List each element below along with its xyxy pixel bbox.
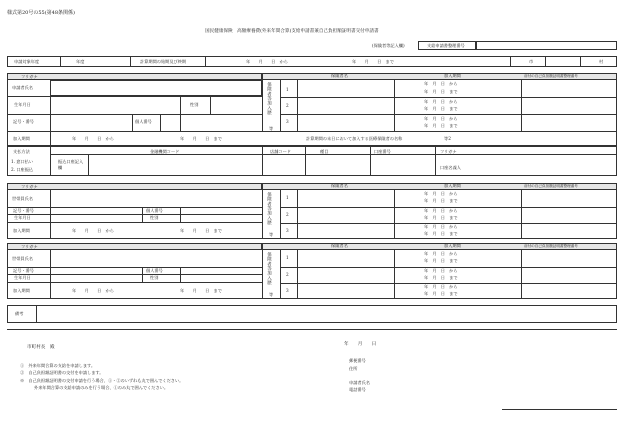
city-label: 市 <box>529 59 534 64</box>
addressee: 市町村長 殿 <box>27 345 55 350</box>
furigana-row <box>7 73 262 80</box>
etc-label: 等 <box>269 126 274 131</box>
row-2: 2 <box>286 103 289 108</box>
member1-birth-label: 生年月日 <box>14 215 31 220</box>
member2-enroll-header: 加入期間 <box>444 243 461 248</box>
member2-enroll-label: 加入期間 <box>13 288 30 293</box>
row3-from: 年 月 日 から <box>424 116 458 121</box>
member1-r1-from: 年 月 日 から <box>424 191 458 196</box>
insurer-entry-label: (保険者等記入欄) <box>372 43 405 48</box>
member2-history-label: 保険者等加入歴 <box>266 252 272 285</box>
member2-r3-to: 年 月 日 まで <box>424 291 458 296</box>
member2-insurer-name-header: 保険者名 <box>331 243 348 248</box>
member1-r3-to: 年 月 日 まで <box>424 231 458 236</box>
member2-furigana-label: フリガナ <box>21 244 38 249</box>
member1-symbol-label: 記号・番号 <box>13 208 34 213</box>
account-number-label: 口座番号 <box>374 149 391 154</box>
last-insurer-label: 計算期間の末日において加入する医療保険者の名称 <box>306 136 403 141</box>
row1-from: 年 月 日 から <box>424 81 458 86</box>
member1-furigana-row <box>7 183 262 190</box>
member2-furigana-row <box>7 243 262 250</box>
phone-label: 電話番号 <box>349 387 366 392</box>
member1-r1-to: 年 月 日 まで <box>424 198 458 203</box>
member1-r2-to: 年 月 日 まで <box>424 215 458 220</box>
account-type-label: 種目 <box>320 149 329 154</box>
member2-individual-label: 個人番号 <box>146 268 163 273</box>
member1-name-label: 世帯員氏名 <box>12 196 33 201</box>
member2-birth-label: 生年月日 <box>14 275 31 280</box>
insurer-number-field[interactable] <box>476 41 617 50</box>
payment-section <box>7 146 617 176</box>
applicant-signature-label: 申請者氏名 <box>349 380 370 385</box>
member2-r3-from: 年 月 日 から <box>424 284 458 289</box>
remarks-field[interactable] <box>36 305 617 323</box>
payment-option-transfer[interactable]: 2. 口座振込 <box>11 167 34 172</box>
year-row <box>7 56 617 67</box>
payment-option-counter[interactable]: 1. 窓口払い <box>11 159 34 164</box>
form-number: 様式第20号の55(第48条関係) <box>7 10 75 16</box>
member1-insurer-name-header: 保険者名 <box>331 183 348 188</box>
last-insurer-etc: 等2 <box>444 136 451 141</box>
enrollment-period-label: 加入期間 <box>13 136 30 141</box>
enrollment-from: 年 月 日 から <box>72 136 114 141</box>
member1-enroll-label: 加入期間 <box>13 228 30 233</box>
symbol-number-label: 記号・番号 <box>13 119 34 124</box>
row1-to: 年 月 日 まで <box>424 89 458 94</box>
applicant-name-field[interactable] <box>50 80 262 96</box>
footer-line-2: ② 自己負担額証明書の交付を申請します。 <box>20 370 104 375</box>
gender-label: 性別 <box>190 102 199 107</box>
year-label: 申請対象年度 <box>14 59 40 64</box>
member2-row-2: 2 <box>286 272 289 277</box>
insurer-history-label: 保険者等加入歴 <box>266 82 272 115</box>
period-from: 年 月 日 から <box>246 59 288 64</box>
footer-line-3: ※ 自己負担額証明書の交付申請を行う場合、①・②のいずれも丸で囲んでください。 <box>20 378 184 383</box>
member1-enroll-header: 加入期間 <box>444 183 461 188</box>
member1-history-label: 保険者等加入歴 <box>266 192 272 225</box>
insurer-name-header: 保険者名 <box>331 73 348 78</box>
holder-furigana-label: フリガナ <box>440 149 457 154</box>
member2-r2-to: 年 月 日 まで <box>424 275 458 280</box>
footer-line-4: 外来年間合算の支給申請のみを行う場合、①のみ丸で囲んでください。 <box>34 385 169 390</box>
member2-from: 年 月 日 から <box>72 288 114 293</box>
applicant-name-label: 申請者氏名 <box>12 85 33 90</box>
member1-r2-from: 年 月 日 から <box>424 208 458 213</box>
row2-to: 年 月 日 まで <box>424 106 458 111</box>
member1-r3-from: 年 月 日 から <box>424 224 458 229</box>
member1-row-3: 3 <box>286 228 289 233</box>
row-1: 1 <box>286 87 289 92</box>
member2-r1-from: 年 月 日 から <box>424 251 458 256</box>
member1-cert-header: 前付の自己負担額証明書整理番号 <box>524 184 578 188</box>
member2-etc: 等 <box>269 292 274 297</box>
village-label: 村 <box>599 59 604 64</box>
member1-gender-label: 性別 <box>150 215 159 220</box>
cert-number-header: 前付の自己負担額証明書整理番号 <box>524 74 578 78</box>
member2-to: 年 月 日 まで <box>180 288 222 293</box>
individual-number-label: 個人番号 <box>135 119 152 124</box>
enroll-period-header: 加入期間 <box>444 73 461 78</box>
address-label: 住所 <box>349 366 358 371</box>
birthdate-label: 生年月日 <box>14 102 31 107</box>
transfer-account-label: 振込口座記入欄 <box>58 159 84 170</box>
row-3: 3 <box>286 119 289 124</box>
enrollment-to: 年 月 日 まで <box>180 136 222 141</box>
payment-method-label: 支払方法 <box>13 149 30 154</box>
member2-row-3: 3 <box>286 288 289 293</box>
footer-line-1: ① 外来年間合算の支給を申請します。 <box>20 363 96 368</box>
period-to: 年 月 日 まで <box>352 59 394 64</box>
member1-from: 年 月 日 から <box>72 228 114 233</box>
member2-r1-to: 年 月 日 まで <box>424 258 458 263</box>
member1-row-2: 2 <box>286 212 289 217</box>
period-label: 計算期間の始期及び終期 <box>140 59 187 64</box>
member1-furigana-label: フリガナ <box>21 184 38 189</box>
insurer-number-label: 支給申請書整理番号 <box>427 43 465 48</box>
footer-date: 年 月 日 <box>344 342 377 347</box>
row3-to: 年 月 日 まで <box>424 123 458 128</box>
form-title: 国民健康保険 高額療養費(外来年間合算)支給申請書兼自己負担額証明書交付申請書 <box>205 29 379 34</box>
row2-from: 年 月 日 から <box>424 99 458 104</box>
postal-code-label: 郵便番号 <box>349 358 366 363</box>
member2-gender-label: 性別 <box>150 275 159 280</box>
member2-name-label: 世帯員氏名 <box>12 256 33 261</box>
branch-code-label: 店舗コード <box>270 149 291 154</box>
member2-symbol-label: 記号・番号 <box>13 268 34 273</box>
furigana-label: フリガナ <box>21 74 38 79</box>
member1-etc: 等 <box>269 232 274 237</box>
member1-to: 年 月 日 まで <box>180 228 222 233</box>
member2-r2-from: 年 月 日 から <box>424 268 458 273</box>
remarks-label: 備考 <box>15 311 24 316</box>
account-holder-label: 口座名義人 <box>440 165 461 170</box>
member1-row-1: 1 <box>286 195 289 200</box>
year-unit: 年度 <box>76 59 85 64</box>
member2-row-1: 1 <box>286 255 289 260</box>
insurer-number-box <box>418 41 476 50</box>
bank-code-label: 金融機関コード <box>150 149 180 154</box>
member1-individual-label: 個人番号 <box>146 208 163 213</box>
member2-cert-header: 前付の自己負担額証明書整理番号 <box>524 244 578 248</box>
